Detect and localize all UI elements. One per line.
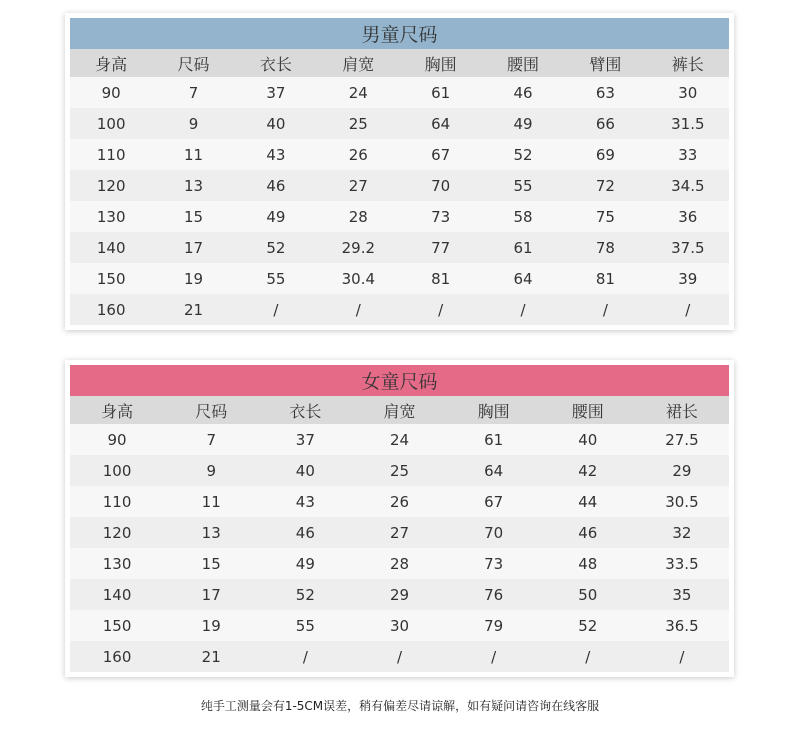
table-cell: / <box>635 641 729 672</box>
table-cell: 42 <box>541 455 635 486</box>
table-cell: 27 <box>317 170 399 201</box>
table-cell: 79 <box>447 610 541 641</box>
table-cell: 50 <box>541 579 635 610</box>
table-cell: 19 <box>152 263 234 294</box>
table-cell: 46 <box>235 170 317 201</box>
girls-size-chart <box>65 360 734 677</box>
table-cell: 32 <box>635 517 729 548</box>
boys-size-table <box>70 49 729 325</box>
table-cell: 75 <box>564 201 646 232</box>
table-row <box>70 201 729 232</box>
table-cell: 150 <box>70 263 152 294</box>
table-cell: 28 <box>352 548 446 579</box>
table-cell: 140 <box>70 232 152 263</box>
table-cell: 46 <box>258 517 352 548</box>
column-header: 胸围 <box>400 49 482 77</box>
table-cell: 33 <box>647 139 729 170</box>
table-cell: / <box>352 641 446 672</box>
table-cell: 37 <box>258 424 352 455</box>
table-cell: 30 <box>647 77 729 108</box>
table-cell: 67 <box>447 486 541 517</box>
column-header: 裙长 <box>635 396 729 424</box>
table-cell: 66 <box>564 108 646 139</box>
table-cell: / <box>482 294 564 325</box>
table-cell: 36.5 <box>635 610 729 641</box>
table-cell: 77 <box>400 232 482 263</box>
table-cell: 61 <box>447 424 541 455</box>
table-row <box>70 517 729 548</box>
table-row <box>70 641 729 672</box>
table-cell: 67 <box>400 139 482 170</box>
table-cell: 29.2 <box>317 232 399 263</box>
column-header: 肩宽 <box>352 396 446 424</box>
table-cell: 37 <box>235 77 317 108</box>
table-cell: 70 <box>400 170 482 201</box>
girls-size-chart-title: 女童尺码 <box>70 365 729 396</box>
table-cell: 81 <box>564 263 646 294</box>
table-cell: 25 <box>317 108 399 139</box>
table-cell: 31.5 <box>647 108 729 139</box>
table-row <box>70 548 729 579</box>
table-cell: 49 <box>235 201 317 232</box>
table-cell: 76 <box>447 579 541 610</box>
table-cell: 27.5 <box>635 424 729 455</box>
table-cell: 52 <box>235 232 317 263</box>
table-cell: 30.4 <box>317 263 399 294</box>
table-cell: 39 <box>647 263 729 294</box>
column-header: 尺码 <box>152 49 234 77</box>
table-cell: 55 <box>235 263 317 294</box>
table-cell: 19 <box>164 610 258 641</box>
table-cell: 49 <box>482 108 564 139</box>
boys-size-chart-title: 男童尺码 <box>70 18 729 49</box>
table-row <box>70 424 729 455</box>
table-cell: 55 <box>482 170 564 201</box>
table-cell: 35 <box>635 579 729 610</box>
table-cell: 100 <box>70 108 152 139</box>
table-cell: 24 <box>352 424 446 455</box>
table-cell: 15 <box>152 201 234 232</box>
table-cell: 130 <box>70 548 164 579</box>
table-cell: 11 <box>164 486 258 517</box>
measurement-note: 纯手工测量会有1-5CM误差，稍有偏差尽请谅解，如有疑问请咨询在线客服 <box>200 699 600 713</box>
table-cell: 63 <box>564 77 646 108</box>
column-header: 胸围 <box>447 396 541 424</box>
table-cell: 78 <box>564 232 646 263</box>
table-cell: 13 <box>164 517 258 548</box>
table-cell: 64 <box>482 263 564 294</box>
boys-size-chart <box>65 13 734 330</box>
table-cell: 120 <box>70 517 164 548</box>
table-cell: 120 <box>70 170 152 201</box>
column-header: 衣长 <box>258 396 352 424</box>
table-cell: 26 <box>317 139 399 170</box>
table-header-row <box>70 396 729 424</box>
table-cell: 26 <box>352 486 446 517</box>
table-cell: 90 <box>70 77 152 108</box>
table-cell: 33.5 <box>635 548 729 579</box>
table-cell: 30.5 <box>635 486 729 517</box>
table-row <box>70 579 729 610</box>
table-row <box>70 232 729 263</box>
table-cell: 21 <box>164 641 258 672</box>
table-cell: 9 <box>152 108 234 139</box>
table-row <box>70 455 729 486</box>
table-cell: 40 <box>541 424 635 455</box>
column-header: 尺码 <box>164 396 258 424</box>
table-cell: / <box>400 294 482 325</box>
table-cell: 34.5 <box>647 170 729 201</box>
table-cell: 72 <box>564 170 646 201</box>
table-row <box>70 170 729 201</box>
table-cell: 43 <box>258 486 352 517</box>
column-header: 腰围 <box>482 49 564 77</box>
table-cell: 90 <box>70 424 164 455</box>
table-cell: 44 <box>541 486 635 517</box>
table-cell: 69 <box>564 139 646 170</box>
girls-size-table <box>70 396 729 672</box>
table-row <box>70 294 729 325</box>
column-header: 裤长 <box>647 49 729 77</box>
table-cell: / <box>647 294 729 325</box>
table-cell: 37.5 <box>647 232 729 263</box>
table-cell: / <box>447 641 541 672</box>
column-header: 肩宽 <box>317 49 399 77</box>
table-cell: 52 <box>541 610 635 641</box>
table-header-row <box>70 49 729 77</box>
table-cell: 46 <box>482 77 564 108</box>
table-cell: 30 <box>352 610 446 641</box>
table-cell: 49 <box>258 548 352 579</box>
table-cell: 17 <box>164 579 258 610</box>
table-cell: 58 <box>482 201 564 232</box>
table-cell: 40 <box>258 455 352 486</box>
table-cell: 64 <box>447 455 541 486</box>
table-cell: 29 <box>635 455 729 486</box>
table-cell: 160 <box>70 294 152 325</box>
table-row <box>70 610 729 641</box>
table-cell: 61 <box>482 232 564 263</box>
table-cell: 160 <box>70 641 164 672</box>
table-cell: 13 <box>152 170 234 201</box>
table-cell: / <box>541 641 635 672</box>
table-cell: 21 <box>152 294 234 325</box>
table-cell: 9 <box>164 455 258 486</box>
table-cell: 61 <box>400 77 482 108</box>
column-header: 臂围 <box>564 49 646 77</box>
table-cell: 140 <box>70 579 164 610</box>
table-row <box>70 139 729 170</box>
table-cell: 130 <box>70 201 152 232</box>
table-cell: 73 <box>400 201 482 232</box>
column-header: 身高 <box>70 49 152 77</box>
table-cell: 43 <box>235 139 317 170</box>
table-cell: 110 <box>70 486 164 517</box>
table-cell: 55 <box>258 610 352 641</box>
table-cell: 48 <box>541 548 635 579</box>
table-cell: 100 <box>70 455 164 486</box>
table-cell: 29 <box>352 579 446 610</box>
table-cell: 40 <box>235 108 317 139</box>
table-cell: 52 <box>258 579 352 610</box>
table-cell: 150 <box>70 610 164 641</box>
column-header: 腰围 <box>541 396 635 424</box>
table-cell: 64 <box>400 108 482 139</box>
table-row <box>70 263 729 294</box>
table-row <box>70 486 729 517</box>
table-cell: 73 <box>447 548 541 579</box>
table-cell: / <box>317 294 399 325</box>
table-cell: / <box>564 294 646 325</box>
table-cell: 27 <box>352 517 446 548</box>
table-cell: 15 <box>164 548 258 579</box>
table-row <box>70 77 729 108</box>
table-cell: 70 <box>447 517 541 548</box>
table-cell: 11 <box>152 139 234 170</box>
table-cell: 81 <box>400 263 482 294</box>
table-cell: 110 <box>70 139 152 170</box>
table-cell: 46 <box>541 517 635 548</box>
table-cell: / <box>235 294 317 325</box>
table-row <box>70 108 729 139</box>
table-cell: 7 <box>152 77 234 108</box>
table-cell: 52 <box>482 139 564 170</box>
column-header: 身高 <box>70 396 164 424</box>
table-cell: 28 <box>317 201 399 232</box>
table-cell: 7 <box>164 424 258 455</box>
table-cell: / <box>258 641 352 672</box>
table-cell: 17 <box>152 232 234 263</box>
column-header: 衣长 <box>235 49 317 77</box>
table-cell: 24 <box>317 77 399 108</box>
table-cell: 36 <box>647 201 729 232</box>
table-cell: 25 <box>352 455 446 486</box>
